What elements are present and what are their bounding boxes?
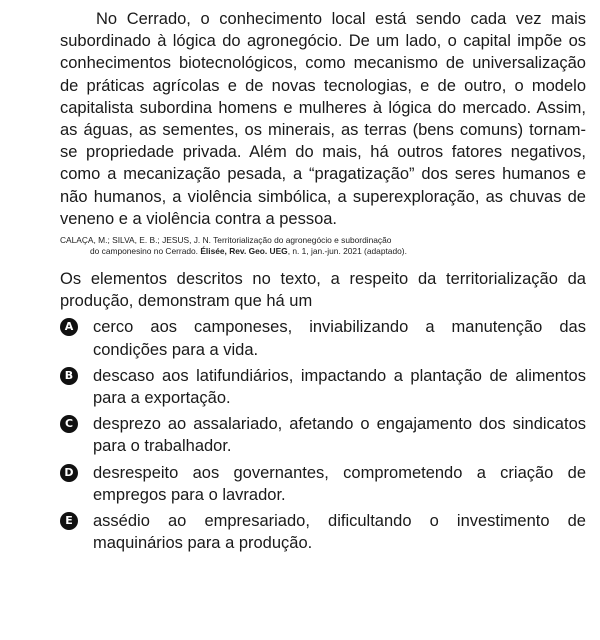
option-letter-badge: A bbox=[60, 318, 78, 336]
option-text: assédio ao empresariado, dificultando o investimento de maquinários para a produção. bbox=[93, 512, 586, 553]
option-c[interactable] bbox=[60, 413, 586, 457]
option-text: desprezo ao assalariado, afetando o engajamento dos sindicatos para o trabalhador. bbox=[93, 415, 586, 456]
option-b[interactable] bbox=[60, 365, 586, 409]
citation-authors: CALAÇA, M.; SILVA, E. B.; JESUS, J. N. Territorialização do agronegócio e subordinação bbox=[60, 235, 392, 246]
citation-line-2 bbox=[60, 246, 586, 257]
citation-journal: Élisée, Rev. Geo. UEG bbox=[200, 246, 288, 257]
option-text: descaso aos latifundiários, impactando a plantação de alimentos para a exportação. bbox=[93, 366, 586, 408]
option-letter-badge: D bbox=[60, 464, 78, 482]
citation-title-end: do camponesino no Cerrado. bbox=[90, 246, 199, 257]
answer-options bbox=[60, 316, 586, 554]
option-text: cerco aos camponeses, inviabilizando a manutenção das condições para a vida. bbox=[93, 318, 586, 359]
question-stem: Os elementos descritos no texto, a respeito da territorialização da produção, demonstram que há um bbox=[60, 270, 586, 311]
citation-issue: , n. 1, jan.-jun. 2021 (adaptado). bbox=[287, 246, 407, 257]
citation bbox=[60, 235, 586, 257]
option-e[interactable] bbox=[60, 510, 586, 554]
option-d[interactable] bbox=[60, 462, 586, 506]
passage-text: No Cerrado, o conhecimento local está sendo cada vez mais subordinado à lógica do agronegócio. De um lado, o capital impõe os conhecimentos biotecnológicos, como mecanismo de universalização de práticas agrícolas e de novas tecnologias, e de outro, o modelo capitalista subordina homens e mulheres à lógica do mercado. Assim, as águas, as sementes, os minerais, as terras (bens comuns) tornam-se propriedade privada. Além do mais, há outros fatores negativos, como a mecanização pesada, a “pragatização” dos seres humanos e não humanos, a violência simbólica, a superexploração, as chuvas de veneno e a violência contra a pessoa. bbox=[60, 10, 586, 228]
option-letter-badge: B bbox=[60, 367, 78, 385]
option-a[interactable] bbox=[60, 316, 586, 360]
option-letter-badge: C bbox=[60, 415, 78, 433]
option-text: desrespeito aos governantes, comprometendo a criação de empregos para o lavrador. bbox=[93, 463, 586, 504]
option-letter-badge: E bbox=[60, 512, 78, 530]
